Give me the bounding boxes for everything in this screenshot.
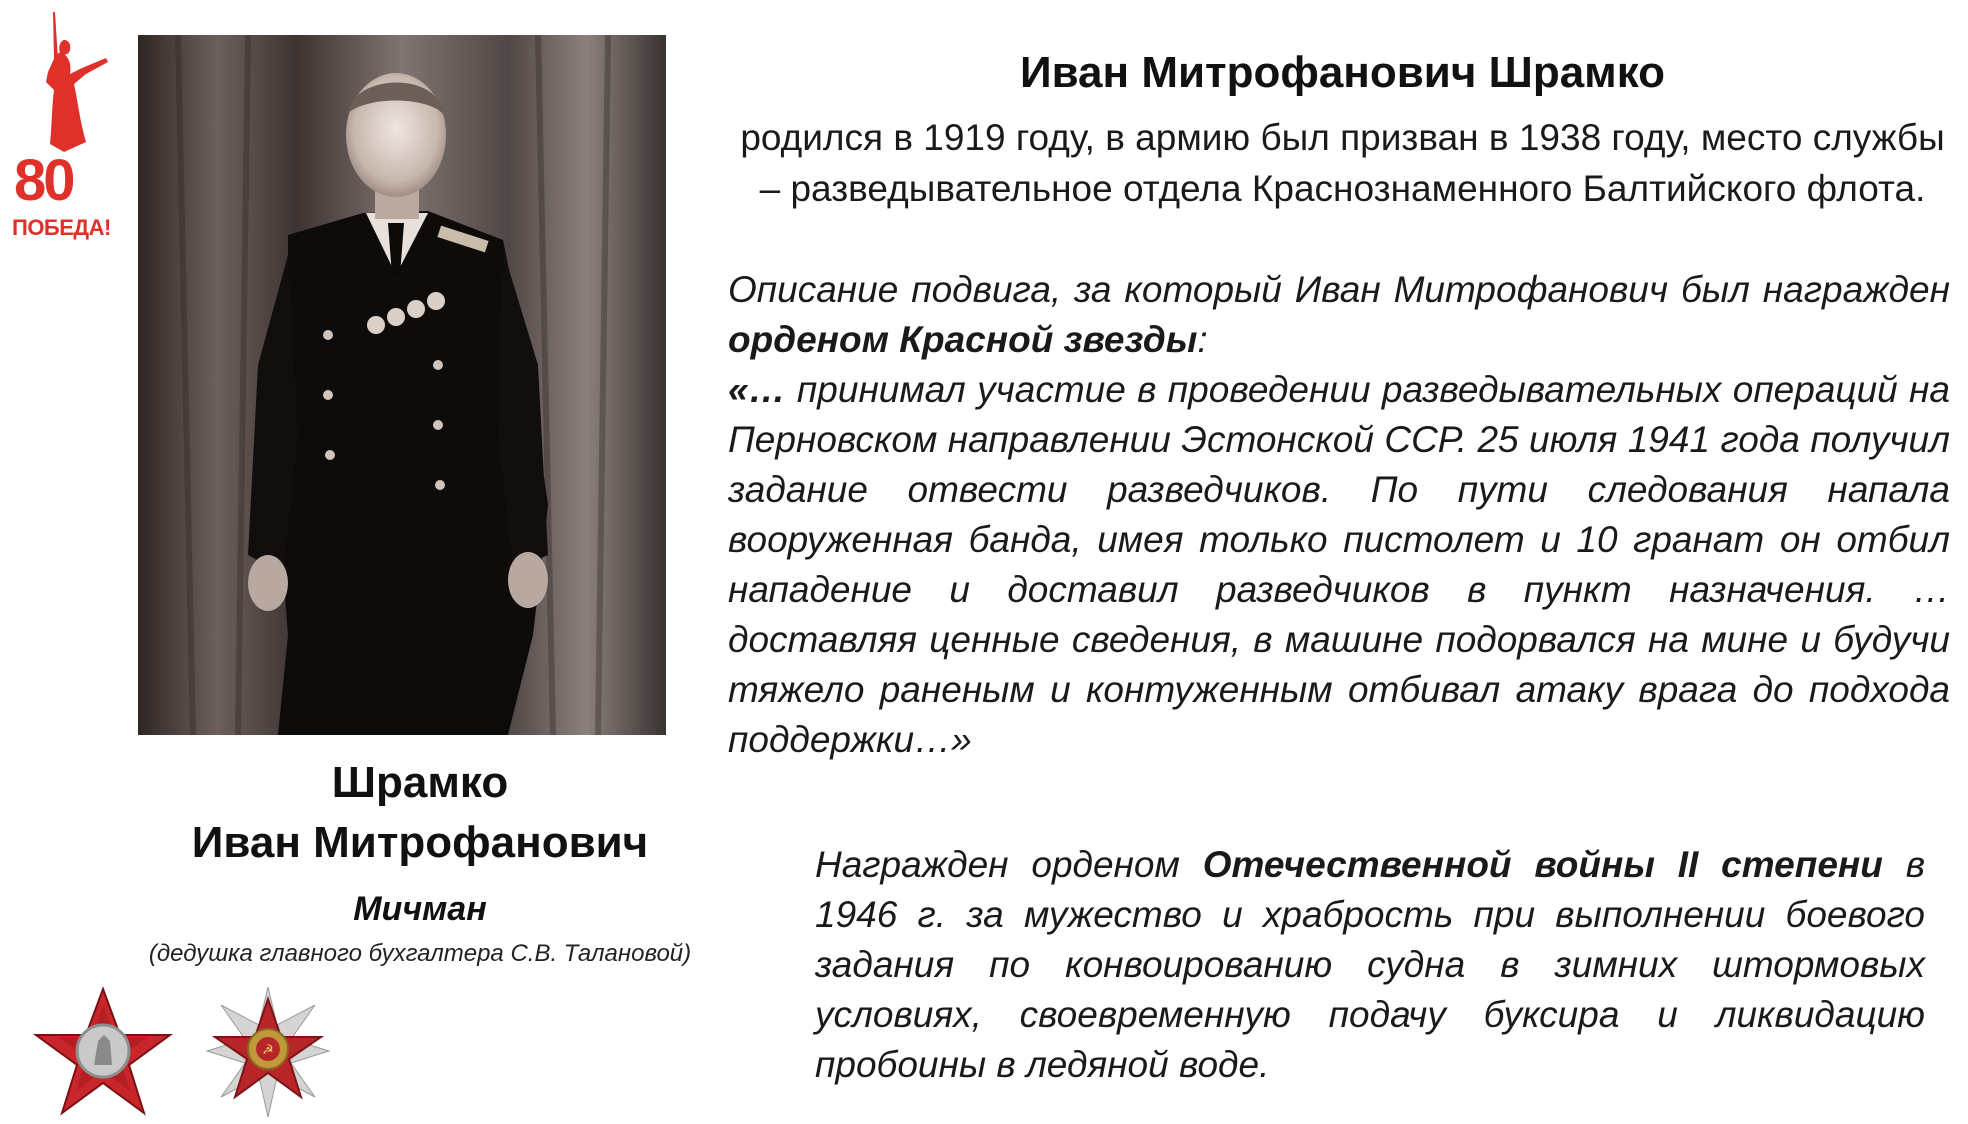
portrait-photo	[138, 35, 666, 735]
feat-intro: Описание подвига, за который Иван Митрофанович был награжден	[728, 269, 1950, 310]
quote-open: «…	[728, 369, 797, 410]
patriotic-war-order-name: Отечественной войны II степени	[1202, 844, 1883, 885]
caption-rank: Мичман	[353, 890, 487, 928]
order-red-star-icon	[32, 985, 174, 1119]
caption-given-names: Иван Митрофанович	[191, 818, 649, 867]
award2-text: в 1946 г. за мужество и храбрость при выполнении боевого задания по конвоированию судна в зимних штормовых условиях, своевременную подачу буксира и ликвидацию пробоины в ледяной воде.	[815, 844, 1926, 1085]
logo-number: 80	[14, 148, 73, 213]
feat-paragraph	[728, 265, 1950, 765]
svg-text:☭: ☭	[262, 1043, 274, 1058]
caption-note: (дедушка главного бухгалтера С.В. Талановой)	[148, 940, 692, 967]
biography-text: родился в 1919 году, в армию был призван в 1938 году, место службы – разведывательное отдела Краснознаменного Балтийского флота.	[740, 117, 1945, 209]
caption-surname: Шрамко	[331, 758, 509, 807]
award2-paragraph	[815, 840, 1925, 1090]
feat-description	[728, 265, 1950, 765]
feat-quote: принимал участие в проведении разведывательных операций на Перновском направлении Эстонской ССР. 25 июля 1941 года получил задание отвести разведчиков. По пути следования напала вооруженная банда, имея только пистолет и 10 гранат он отбил нападение и доставил разведчиков в пункт назначения. … доставляя ценные сведения, в машине подорвался на мине и будучи тяжело раненым и контуженным отбивал атаку врага до подхода поддержки…»	[728, 369, 1950, 760]
page-title: Иван Митрофанович Шрамко	[1019, 48, 1666, 97]
red-star-order-name: орденом Красной звезды	[728, 319, 1198, 360]
victory-80-logo	[8, 12, 126, 242]
award2-prefix: Награжден орденом	[815, 844, 1203, 885]
logo-word: ПОБЕДА!	[12, 215, 111, 240]
motherland-statue-icon	[8, 12, 126, 162]
second-award-description	[815, 840, 1925, 1090]
feat-intro-end: :	[1197, 319, 1208, 360]
order-patriotic-war-icon	[205, 985, 331, 1119]
